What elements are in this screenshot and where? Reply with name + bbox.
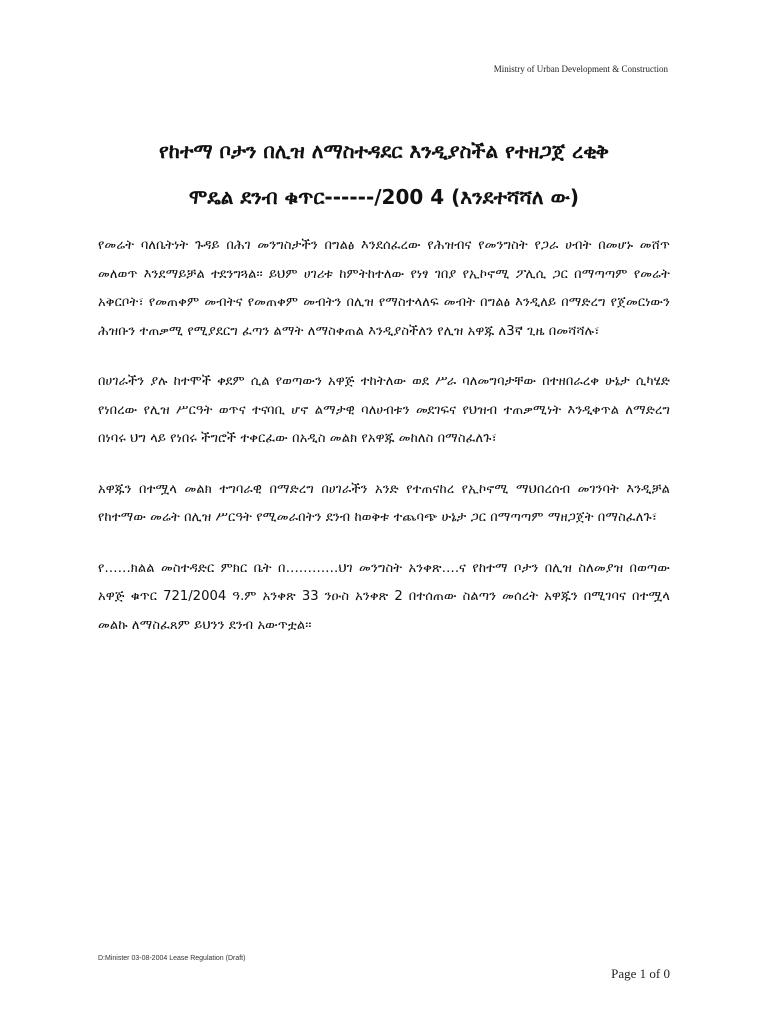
title-line-1: የከተማ ቦታን በሊዝ ለማስተዳደር እንዲያስችል የተዘጋጀ ረቂቅ xyxy=(159,139,609,163)
paragraph-3: አዋጁን በተሟላ መልክ ተግባራዊ በማድረግ በሀገራችን አንድ የተጠናከረ የኢኮኖሚ ማህበረሰብ መገንባት እንዲቻል የከተማው መሬት በሊዝ ሥርዓት የሚመራበትን ደንብ ከወቅቱ ተጨባጭ ሁኔታ ጋር በማጣጣም ማዘጋጀት በማስፈለጉ፣ xyxy=(98,481,670,525)
paragraph-2: በሀገራችን ያሉ ከተሞች ቀደም ሲል የወጣውን አዋጅ ተከትለው ወደ ሥራ ባለመግባታቸው በተዘበራረቀ ሁኔታ ሲካሄድ የነበረው የሊዝ ሥርዓት ወጥና ተናባቢ ሆኖ ልማታዊ ባለሀብቱን መደገፍና የህዝብ ተጠቃሚነት እንዲቀጥል ለማድረግ በነባሩ ህግ ላይ የነበሩ ችግሮች ተቀርፈው በአዲስ መልክ የአዋጁ መከለስ በማስፈለጉ፣ xyxy=(98,374,670,446)
footer-page-number: Page 1 of 0 xyxy=(611,966,670,981)
title-line-2: ሞዴል ደንብ ቁጥር------/200 4 (እንደተሻሻለ ው) xyxy=(189,185,579,209)
footer-file-path: D:Minister 03-08-2004 Lease Regulation (Draft) xyxy=(98,955,246,962)
paragraph-1: የመሬት ባለቤትነት ጉዳይ በሕገ መንግስታችን በግልፅ እንደሰፈረው የሕዝብና የመንግስት የጋራ ሀብት በመሆኑ መሸጥ መለወጥ እንደማይቻል ተደንግጓል፡፡ ይህም ሀገሪቱ ከምትከተለው የነፃ ገበያ የኢኮኖሚ ፖሊሲ ጋር በማጣጣም የመሬት አቅርቦት፣ የመጠቀም መብትና የመጠቀም መብትን በሊዝ የማስተላለፍ መብት በግልፅ እንዲለይ በማድረግ የጀመርነውን ሕዝቡን ተጠቃሚ የሚያደርግ ፈጣን ልማት ለማስቀጠል እንዲያስችለን የሊዝ አዋጁ ለ3ኛ ጊዜ በመሻሻሉ፣ xyxy=(98,238,670,339)
header-ministry: Ministry of Urban Development & Construction xyxy=(493,64,668,74)
document-body xyxy=(98,232,670,662)
paragraph-4: የ……ክልል መስተዳድር ምክር ቤት በ…………ህገ መንግስት አንቀጽ….ና የከተማ ቦታን በሊዝ ስለመያዝ በወጣው አዋጅ ቁጥር 721/2004 ዓ.ም አንቀጽ 33 ንዑስ አንቀጽ 2 በተሰጠው ስልጣን መሰረት አዋጁን በሚገባና በተሟላ መልኩ ለማስፈጸም ይህንን ደንብ አውጥቷል፡፡ xyxy=(98,560,670,633)
document-title xyxy=(96,128,672,220)
